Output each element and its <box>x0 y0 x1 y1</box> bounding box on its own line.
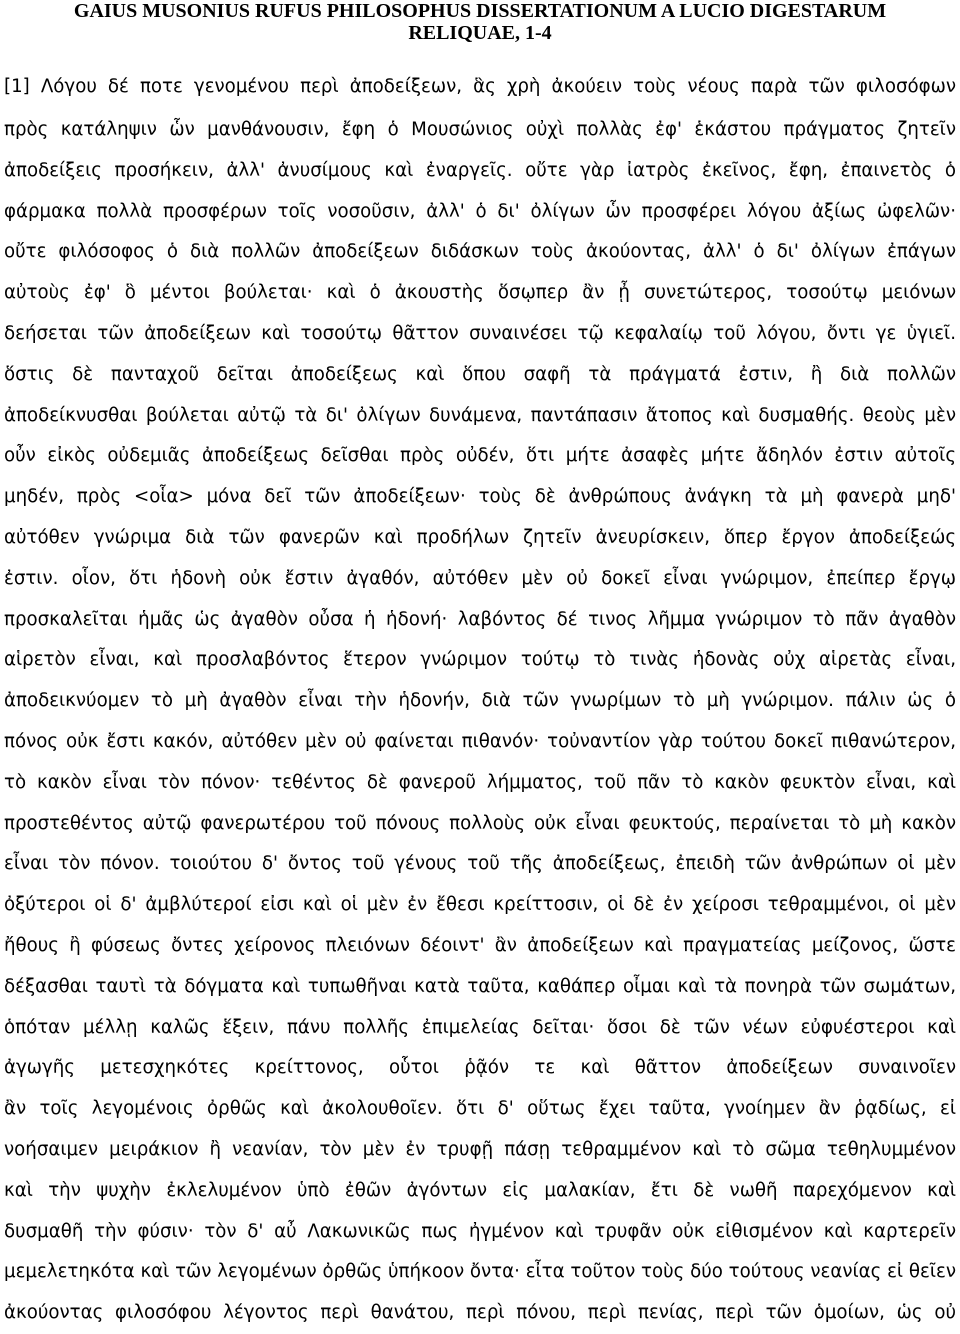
text-line: [1] Λόγου δέ ποτε γενομένου περὶ ἀποδείξεων, ἃς χρὴ ἀκούειν τοὺς νέους παρὰ τῶν φιλοσόφων <box>4 76 956 97</box>
text-line: ὅστις δὲ πανταχοῦ δεῖται ἀποδείξεως καὶ ὅπου σαφῆ τὰ πράγματά ἐστιν, ἢ διὰ πολλῶν <box>4 363 956 385</box>
text-line: εἶναι τὸν πόνον. τοιούτου δ' ὄντος τοῦ γένους τοῦ τῆς ἀποδείξεως, ἐπειδὴ τῶν ἀνθρώπων οἱ μὲν <box>4 853 956 875</box>
body-text <box>4 64 956 1334</box>
text-line: προστεθέντος αὐτῷ φανερωτέρου τοῦ πόνους πολλοὺς οὐκ εἶναι φευκτούς, περαίνεται τὸ μὴ κακὸν <box>4 812 956 834</box>
text-line: ὁπόταν μέλλῃ καλῶς ἕξειν, πάνυ πολλῆς ἐπιμελείας δεῖται· ὅσοι δὲ τῶν νέων εὐφυέστεροι καὶ <box>4 1016 956 1038</box>
text-line: δεήσεται τῶν ἀποδείξεων καὶ τοσούτῳ θᾶττον συναινέσει τῷ κεφαλαίῳ τοῦ λόγου, ὄντι γε ὑγιεῖ. <box>4 322 956 344</box>
text-line: δέξασθαι ταυτὶ τὰ δόγματα καὶ τυπωθῆναι κατὰ ταῦτα, καθάπερ οἶμαι καὶ τὰ πονηρὰ τῶν σωμάτων, <box>4 975 956 997</box>
text-line: ἀποδείξεις προσήκειν, ἀλλ' ἀνυσίμους καὶ ἐναργεῖς. οὔτε γὰρ ἰατρὸς ἐκεῖνος, ἔφη, ἐπαινετὸς ὁ <box>4 159 956 181</box>
text-line: τὸ κακὸν εἶναι τὸν πόνον· τεθέντος δὲ φανεροῦ λήμματος, τοῦ πᾶν τὸ κακὸν φευκτὸν εἶναι, καὶ <box>4 771 956 793</box>
text-line: ἀκούοντας φιλοσόφου λέγοντος περὶ θανάτου, περὶ πόνου, περὶ πενίας, περὶ τῶν ὁμοίων, ὡς οὐ <box>4 1302 956 1324</box>
title-line: RELIQUAE, 1-4 <box>408 22 552 44</box>
text-line: αὐτόθεν γνώριμα διὰ τῶν φανερῶν καὶ προδήλων ζητεῖν ἀνευρίσκειν, ὅπερ ἔργον ἀποδείξεώς <box>4 526 956 548</box>
text-line: φάρμακα πολλὰ προσφέρων τοῖς νοσοῦσιν, ἀλλ' ὁ δι' ὀλίγων ὧν προσφέρει λόγου ἀξίως ὠφελῶν· <box>4 200 956 222</box>
text-line: οὔτε φιλόσοφος ὁ διὰ πολλῶν ἀποδείξεων διδάσκων τοὺς ἀκούοντας, ἀλλ' ὁ δι' ὀλίγων ἐπάγων <box>4 241 956 263</box>
text-line: μηδέν, πρὸς <οἷα> μόνα δεῖ τῶν ἀποδείξεων· τοὺς δὲ ἀνθρώπους ἀνάγκη τὰ μὴ φανερὰ μηδ' <box>4 486 956 508</box>
text-line: νοήσαιμεν μειράκιον ἢ νεανίαν, τὸν μὲν ἐν τρυφῇ πάσῃ τεθραμμένον καὶ τὸ σῶμα τεθηλυμμένον <box>4 1138 956 1160</box>
text-line: ἀγωγῆς μετεσχηκότες κρείττονος, οὗτοι ῥᾷόν τε καὶ θᾶττον ἀποδείξεων συναινοῖεν <box>4 1057 956 1079</box>
document-title <box>0 0 960 44</box>
text-line: προσκαλεῖται ἡμᾶς ὡς ἀγαθὸν οὖσα ἡ ἡδονή· λαβόντος δέ τινος λῆμμα γνώριμον τὸ πᾶν ἀγαθὸν <box>4 608 956 630</box>
text-line: ἀποδεικνύομεν τὸ μὴ ἀγαθὸν εἶναι τὴν ἡδονήν, διὰ τῶν γνωρίμων τὸ μὴ γνώριμον. πάλιν ὡς ὁ <box>4 690 956 712</box>
text-line: μεμελετηκότα καὶ τῶν λεγομένων ὀρθῶς ὑπήκοον ὄντα· εἶτα τοῦτον τοὺς δύο τούτους νεανίας εἰ θεῖεν <box>4 1261 956 1283</box>
text-line: αὐτοὺς ἐφ' ὃ μέντοι βούλεται· καὶ ὁ ἀκουστὴς ὅσῳπερ ἂν ᾖ συνετώτερος, τοσούτῳ μειόνων <box>4 282 956 304</box>
text-line: δυσμαθῆ τὴν φύσιν· τὸν δ' αὖ Λακωνικῶς πως ἠγμένον καὶ τρυφᾶν οὐκ εἰθισμένον καὶ καρτερεῖν <box>4 1220 956 1242</box>
text-line: αἱρετὸν εἶναι, καὶ προσλαβόντος ἕτερον γνώριμον τούτῳ τὸ τινὰς ἡδονὰς οὐχ αἱρετὰς εἶναι, <box>4 649 956 671</box>
text-line: πρὸς κατάληψιν ὧν μανθάνουσιν, ἔφη ὁ Μουσώνιος οὐχὶ πολλὰς ἐφ' ἑκάστου πράγματος ζητεῖν <box>4 119 956 140</box>
text-line: ἐστιν. οἷον, ὅτι ἡδονὴ οὐκ ἔστιν ἀγαθόν, αὐτόθεν μὲν οὐ δοκεῖ εἶναι γνώριμον, ἐπείπερ ἔργῳ <box>4 567 956 589</box>
text-line: ἤθους ἢ φύσεως ὄντες χείρονος πλειόνων δέοιντ' ἂν ἀποδείξεων καὶ πραγματείας μείζονος, ὥστε <box>4 934 956 956</box>
text-line: καὶ τὴν ψυχὴν ἐκλελυμένον ὑπὸ ἐθῶν ἀγόντων εἰς μαλακίαν, ἔτι δὲ νωθῆ παρεχόμενον καὶ <box>4 1179 956 1201</box>
text-line: ἀποδείκνυσθαι βούλεται αὐτῷ τὰ δι' ὀλίγων δυνάμενα, παντάπασιν ἄτοπος καὶ δυσμαθής. θεοὺς μὲν <box>4 404 956 426</box>
text-line: πόνος οὐκ ἔστι κακόν, αὐτόθεν μὲν οὐ φαίνεται πιθανόν· τοὐναντίον γὰρ τούτου δοκεῖ πιθανώτερον, <box>4 730 956 752</box>
text-line: ὀξύτεροι οἱ δ' ἀμβλύτεροί εἰσι καὶ οἱ μὲν ἐν ἔθεσι κρείττοσιν, οἱ δὲ ἐν χείροσι τεθραμμένοι, οἱ μὲν <box>4 894 956 916</box>
text-line: οὖν εἰκὸς οὐδεμιᾶς ἀποδείξεως δεῖσθαι πρὸς οὐδέν, ὅτι μήτε ἀσαφὲς μήτε ἄδηλόν ἐστιν αὐτοῖς <box>4 445 956 467</box>
title-line: GAIUS MUSONIUS RUFUS PHILOSOPHUS DISSERTATIONUM A LUCIO DIGESTARUM <box>73 0 887 22</box>
text-line: ἂν τοῖς λεγομένοις ὀρθῶς καὶ ἀκολουθοῖεν. ὅτι δ' οὕτως ἔχει ταῦτα, γνοίημεν ἂν ῥᾳδίως, εἰ <box>4 1098 956 1120</box>
